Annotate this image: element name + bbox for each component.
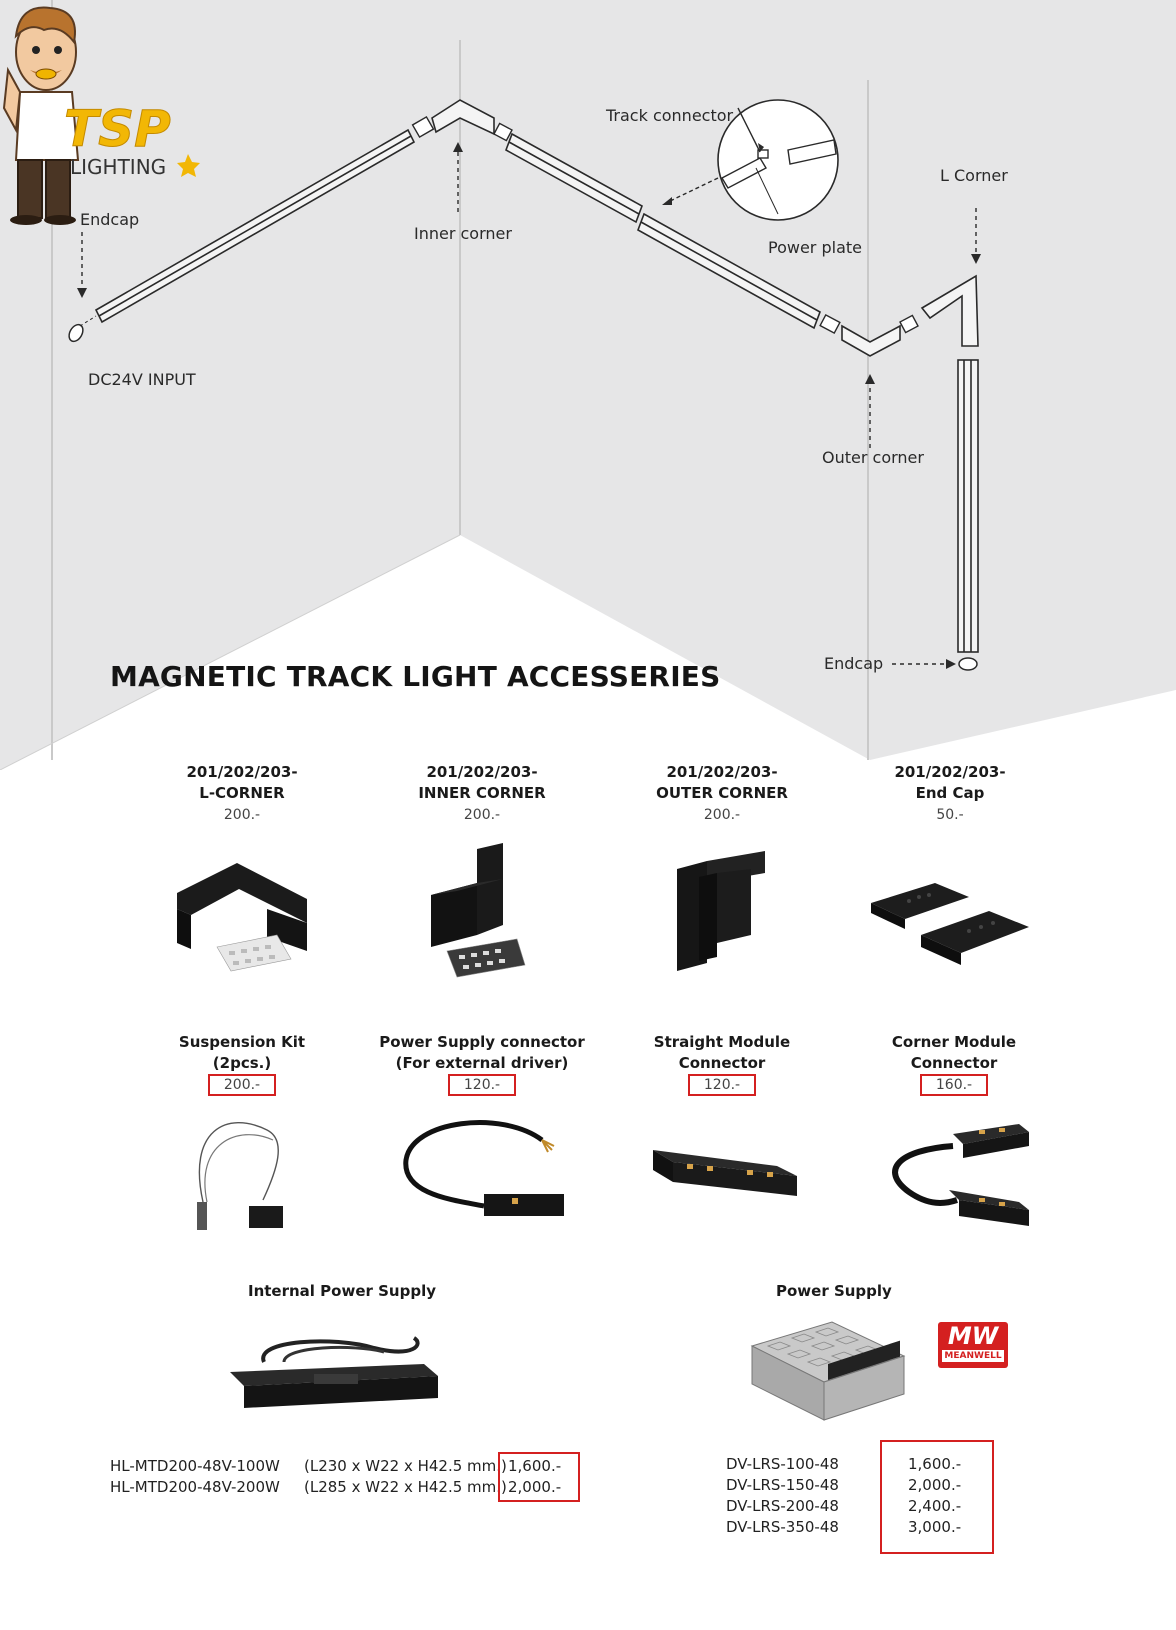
meanwell-logo: MW MEANWELL <box>938 1322 1008 1368</box>
internal-dims-2: (L285 x W22 x H42.5 mm.) <box>304 1478 507 1496</box>
product-end-cap <box>830 762 1070 989</box>
product-name: L-CORNER <box>199 784 285 802</box>
product-price: 120.- <box>448 1074 516 1096</box>
internal-dims-1: (L230 x W22 x H42.5 mm.) <box>304 1457 507 1475</box>
ps-model-1: DV-LRS-100-48 <box>726 1455 839 1473</box>
ps-price-1: 1,600.- <box>908 1455 962 1473</box>
product-name: INNER CORNER <box>418 784 546 802</box>
product-price: 160.- <box>920 1074 988 1096</box>
label-endcap-left: Endcap <box>80 210 140 229</box>
suspension-kit-icon <box>167 1110 317 1240</box>
internal-price-1: 1,600.- <box>508 1457 562 1475</box>
internal-driver-icon <box>224 1336 444 1412</box>
ps-model-4: DV-LRS-350-48 <box>726 1518 839 1536</box>
product-subname: (For external driver) <box>395 1054 569 1072</box>
product-price: 200.- <box>208 1074 276 1096</box>
product-subname: Connector <box>678 1054 766 1072</box>
product-corner-connector <box>834 1032 1074 1240</box>
brand-logo <box>0 0 220 232</box>
label-track-connector: Track connector <box>606 106 734 125</box>
product-price: 200.- <box>703 807 741 823</box>
product-name: Corner Module <box>891 1033 1017 1051</box>
ps-model-2: DV-LRS-150-48 <box>726 1476 839 1494</box>
ps-price-3: 2,400.- <box>908 1497 962 1515</box>
internal-price-2: 2,000.- <box>508 1478 562 1496</box>
power-supply-heading: Power Supply <box>776 1282 892 1300</box>
product-inner-corner <box>362 762 602 989</box>
ps-price-4: 3,000.- <box>908 1518 962 1536</box>
product-code: 201/202/203- <box>426 763 538 781</box>
product-code: 201/202/203- <box>894 763 1006 781</box>
power-supply-icon <box>748 1316 908 1426</box>
svg-text:TSP: TSP <box>64 100 171 158</box>
product-name: OUTER CORNER <box>656 784 788 802</box>
label-outer-corner: Outer corner <box>822 448 924 467</box>
label-endcap-right: Endcap <box>824 654 884 673</box>
product-subname: Connector <box>910 1054 998 1072</box>
ps-model-3: DV-LRS-200-48 <box>726 1497 839 1515</box>
product-name: End Cap <box>915 784 985 802</box>
product-name: Straight Module <box>653 1033 791 1051</box>
product-outer-corner <box>602 762 842 989</box>
ps-price-2: 2,000.- <box>908 1476 962 1494</box>
label-inner-corner: Inner corner <box>414 224 512 243</box>
internal-model-2: HL-MTD200-48V-200W <box>110 1478 280 1496</box>
svg-text:LIGHTING: LIGHTING <box>70 155 167 179</box>
product-price: 200.- <box>223 807 261 823</box>
product-power-connector <box>362 1032 602 1240</box>
product-l-corner <box>122 762 362 989</box>
end-cap-icon <box>865 839 1035 989</box>
product-code: 201/202/203- <box>186 763 298 781</box>
label-l-corner: L Corner <box>940 166 1008 185</box>
product-code: 201/202/203- <box>666 763 778 781</box>
label-power-plate: Power plate <box>768 238 862 257</box>
product-name: Power Supply connector <box>379 1033 585 1051</box>
product-price: 200.- <box>463 807 501 823</box>
mascot-icon <box>0 0 220 232</box>
corner-connector-icon <box>869 1110 1039 1240</box>
inner-corner-icon <box>407 839 557 989</box>
product-price: 120.- <box>688 1074 756 1096</box>
label-dc-input: DC24V INPUT <box>88 370 196 389</box>
outer-corner-icon <box>647 839 797 989</box>
internal-power-heading: Internal Power Supply <box>248 1282 436 1300</box>
internal-model-1: HL-MTD200-48V-100W <box>110 1457 280 1475</box>
page-title: MAGNETIC TRACK LIGHT ACCESSERIES <box>110 660 721 693</box>
product-name: Suspension Kit <box>178 1033 306 1051</box>
straight-connector-icon <box>637 1110 807 1240</box>
power-connector-icon <box>392 1110 572 1240</box>
product-price: 50.- <box>936 807 964 823</box>
l-corner-icon <box>167 839 317 989</box>
product-subname: (2pcs.) <box>212 1054 272 1072</box>
product-straight-connector <box>602 1032 842 1240</box>
product-suspension-kit <box>122 1032 362 1240</box>
